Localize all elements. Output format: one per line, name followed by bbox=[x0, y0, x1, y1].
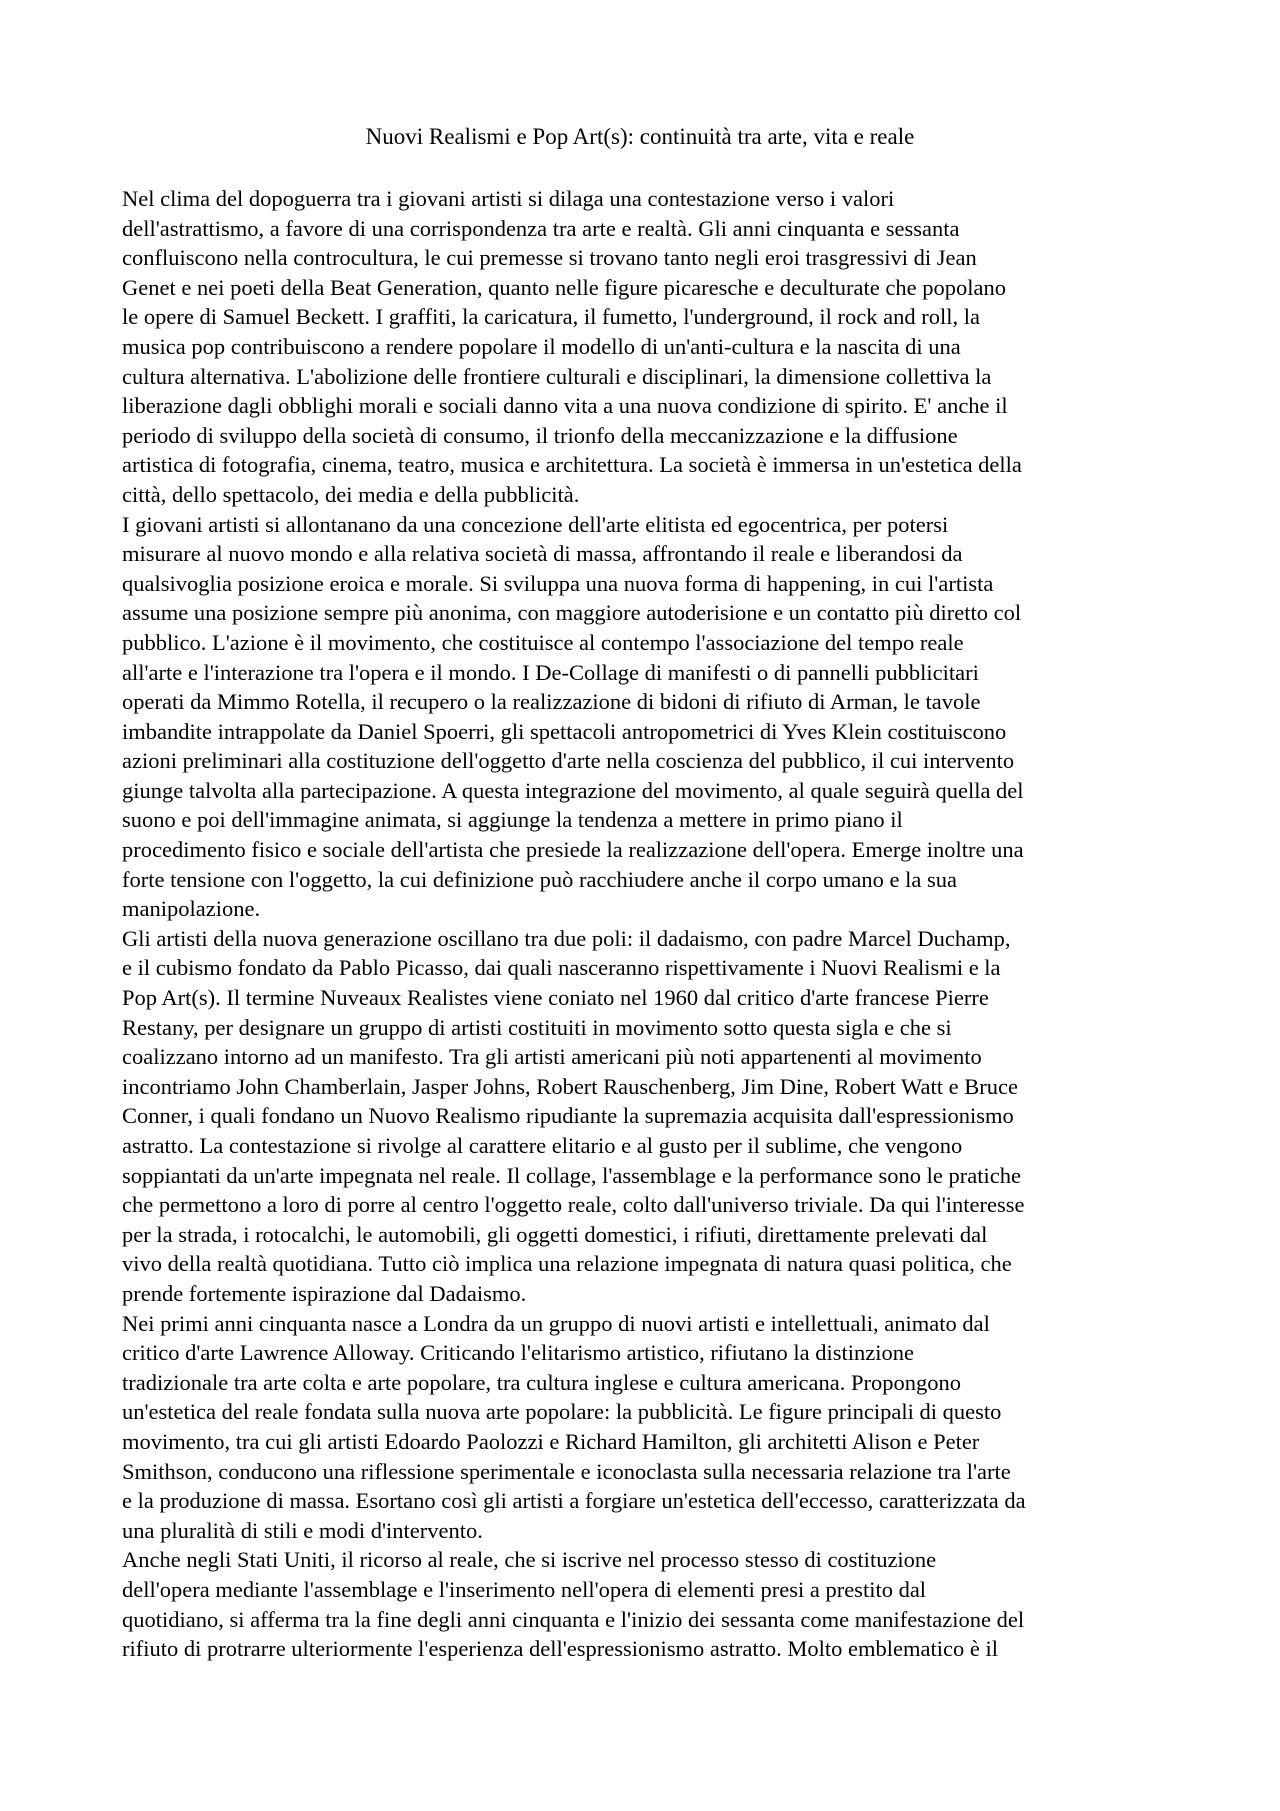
paragraph-line: astratto. La contestazione si rivolge al carattere elitario e al gusto per il sublime, che vengono bbox=[122, 1133, 963, 1158]
paragraph-line: che permettono a loro di porre al centro l'oggetto reale, colto dall'universo triviale. Da qui l'interesse bbox=[122, 1192, 1025, 1218]
paragraph-line: soppiantati da un'arte impegnata nel reale. Il collage, l'assemblage e la performance sono le pratiche bbox=[122, 1162, 1021, 1188]
paragraph-line: tradizionale tra arte colta e arte popolare, tra cultura inglese e cultura americana. Propongono bbox=[122, 1369, 961, 1395]
paragraph-line: misurare al nuovo mondo e alla relativa società di massa, affrontando il reale e liberandosi da bbox=[122, 541, 963, 567]
paragraph-line: I giovani artisti si allontanano da una concezione dell'arte elitista ed egocentrica, per potersi bbox=[122, 511, 949, 537]
paragraph-line: liberazione dagli obblighi morali e sociali danno vita a una nuova condizione di spirito. E' anche il bbox=[122, 393, 1008, 419]
paragraph-line: operati da Mimmo Rotella, il recupero o la realizzazione di bidoni di rifiuto di Arman, le tavole bbox=[122, 689, 981, 715]
paragraph-line: Gli artisti della nuova generazione oscillano tra due poli: il dadaismo, con padre Marcel Duchamp, bbox=[122, 925, 1011, 951]
document-title: Nuovi Realismi e Pop Art(s): continuità tra arte, vita e reale bbox=[365, 124, 915, 149]
paragraph bbox=[122, 1309, 1174, 1546]
paragraph-line: artistica di fotografia, cinema, teatro, musica e architettura. La società è immersa in un'estetica della bbox=[122, 452, 1022, 478]
paragraph-line: Conner, i quali fondano un Nuovo Realismo ripudiante la supremazia acquisita dall'espressionismo bbox=[122, 1103, 1014, 1129]
paragraph bbox=[122, 184, 1174, 510]
paragraph-line: critico d'arte Lawrence Alloway. Criticando l'elitarismo artistico, rifiutano la distinzione bbox=[122, 1340, 915, 1366]
paragraph-line: musica pop contribuiscono a rendere popolare il modello di un'anti-cultura e la nascita di una bbox=[122, 333, 961, 359]
paragraph-line: all'arte e l'interazione tra l'opera e il mondo. I De-Collage di manifesti o di pannelli pubblicitari bbox=[122, 659, 979, 685]
paragraph-line: coalizzano intorno ad un manifesto. Tra gli artisti americani più noti appartenenti al movimento bbox=[122, 1044, 982, 1070]
paragraph-line: incontriamo John Chamberlain, Jasper Johns, Robert Rauschenberg, Jim Dine, Robert Watt e Bruce bbox=[122, 1073, 1018, 1099]
paragraph-line: Smithson, conducono una riflessione sperimentale e iconoclasta sulla necessaria relazione tra l'arte bbox=[122, 1458, 1011, 1484]
paragraph-line: per la strada, i rotocalchi, le automobili, gli oggetti domestici, i rifiuti, direttamente prelevati dal bbox=[122, 1221, 988, 1247]
paragraph-line: Genet e nei poeti della Beat Generation, quanto nelle figure picaresche e deculturate che popolano bbox=[122, 274, 1006, 300]
paragraph-line: prende fortemente ispirazione dal Dadaismo. bbox=[122, 1280, 527, 1306]
paragraph-line: un'estetica del reale fondata sulla nuova arte popolare: la pubblicità. Le figure principali di questo bbox=[122, 1399, 1002, 1425]
paragraph-line: Nei primi anni cinquanta nasce a Londra da un gruppo di nuovi artisti e intellettuali, animato dal bbox=[122, 1310, 990, 1336]
paragraph-line: azioni preliminari alla costituzione dell'oggetto d'arte nella coscienza del pubblico, il cui intervento bbox=[122, 748, 1015, 774]
paragraph-line: vivo della realtà quotidiana. Tutto ciò implica una relazione impegnata di natura quasi politica, che bbox=[122, 1251, 1012, 1277]
paragraph-line: forte tensione con l'oggetto, la cui definizione può racchiudere anche il corpo umano e la sua bbox=[122, 866, 957, 892]
paragraph-line: giunge talvolta alla partecipazione. A questa integrazione del movimento, al quale seguirà quella del bbox=[122, 777, 1024, 803]
paragraph bbox=[122, 510, 1174, 924]
paragraph-line: quotidiano, si afferma tra la fine degli anni cinquanta e l'inizio dei sessanta come manifestazione del bbox=[122, 1606, 1025, 1632]
paragraph-line: dell'opera mediante l'assemblage e l'inserimento nell'opera di elementi presi a prestito dal bbox=[122, 1576, 927, 1602]
paragraph-line: pubblico. L'azione è il movimento, che costituisce al contempo l'associazione del tempo reale bbox=[122, 629, 964, 655]
paragraph-line: dell'astrattismo, a favore di una corrispondenza tra arte e realtà. Gli anni cinquanta e sessanta bbox=[122, 215, 960, 241]
paragraph bbox=[122, 1545, 1174, 1663]
document-body bbox=[122, 184, 1174, 1664]
paragraph-line: imbandite intrappolate da Daniel Spoerri, gli spettacoli antropometrici di Yves Klein costituiscono bbox=[122, 718, 1007, 744]
paragraph-line: e la produzione di massa. Esortano così gli artisti a forgiare un'estetica dell'eccesso, caratterizzata da bbox=[122, 1488, 1026, 1514]
paragraph-line: confluiscono nella controcultura, le cui premesse si trovano tanto negli eroi trasgressivi di Jean bbox=[122, 245, 977, 271]
paragraph bbox=[122, 924, 1174, 1309]
paragraph-line: città, dello spettacolo, dei media e della pubblicità. bbox=[122, 481, 580, 507]
paragraph-line: suono e poi dell'immagine animata, si aggiunge la tendenza a mettere in primo piano il bbox=[122, 807, 903, 833]
paragraph-line: le opere di Samuel Beckett. I graffiti, la caricatura, il fumetto, l'underground, il rock and roll, la bbox=[122, 304, 980, 330]
paragraph-line: procedimento fisico e sociale dell'artista che presiede la realizzazione dell'opera. Emerge inoltre una bbox=[122, 837, 1024, 863]
paragraph-line: movimento, tra cui gli artisti Edoardo Paolozzi e Richard Hamilton, gli architetti Alison e Peter bbox=[122, 1428, 980, 1454]
paragraph-line: rifiuto di protrarre ulteriormente l'esperienza dell'espressionismo astratto. Molto emblematico è il bbox=[122, 1636, 998, 1662]
paragraph-line: Restany, per designare un gruppo di artisti costituiti in movimento sotto questa sigla e che si bbox=[122, 1014, 952, 1040]
paragraph-line: Anche negli Stati Uniti, il ricorso al reale, che si iscrive nel processo stesso di costituzione bbox=[122, 1547, 937, 1573]
paragraph-line: Nel clima del dopoguerra tra i giovani artisti si dilaga una contestazione verso i valori bbox=[122, 186, 895, 211]
paragraph-line: Pop Art(s). Il termine Nuveaux Realistes viene coniato nel 1960 dal critico d'arte francese Pierre bbox=[122, 985, 989, 1011]
paragraph-line: periodo di sviluppo della società di consumo, il trionfo della meccanizzazione e la diffusione bbox=[122, 422, 958, 448]
paragraph-line: assume una posizione sempre più anonima, con maggiore autoderisione e un contatto più diretto col bbox=[122, 600, 1022, 626]
paragraph-line: qualsivoglia posizione eroica e morale. Si sviluppa una nuova forma di happening, in cui l'artista bbox=[122, 570, 994, 596]
paragraph-line: una pluralità di stili e modi d'intervento. bbox=[122, 1517, 483, 1543]
paragraph-line: cultura alternativa. L'abolizione delle frontiere culturali e disciplinari, la dimensione collettiva la bbox=[122, 363, 992, 389]
paragraph-line: manipolazione. bbox=[122, 896, 261, 922]
paragraph-line: e il cubismo fondato da Pablo Picasso, dai quali nasceranno rispettivamente i Nuovi Realismi e la bbox=[122, 955, 1001, 981]
